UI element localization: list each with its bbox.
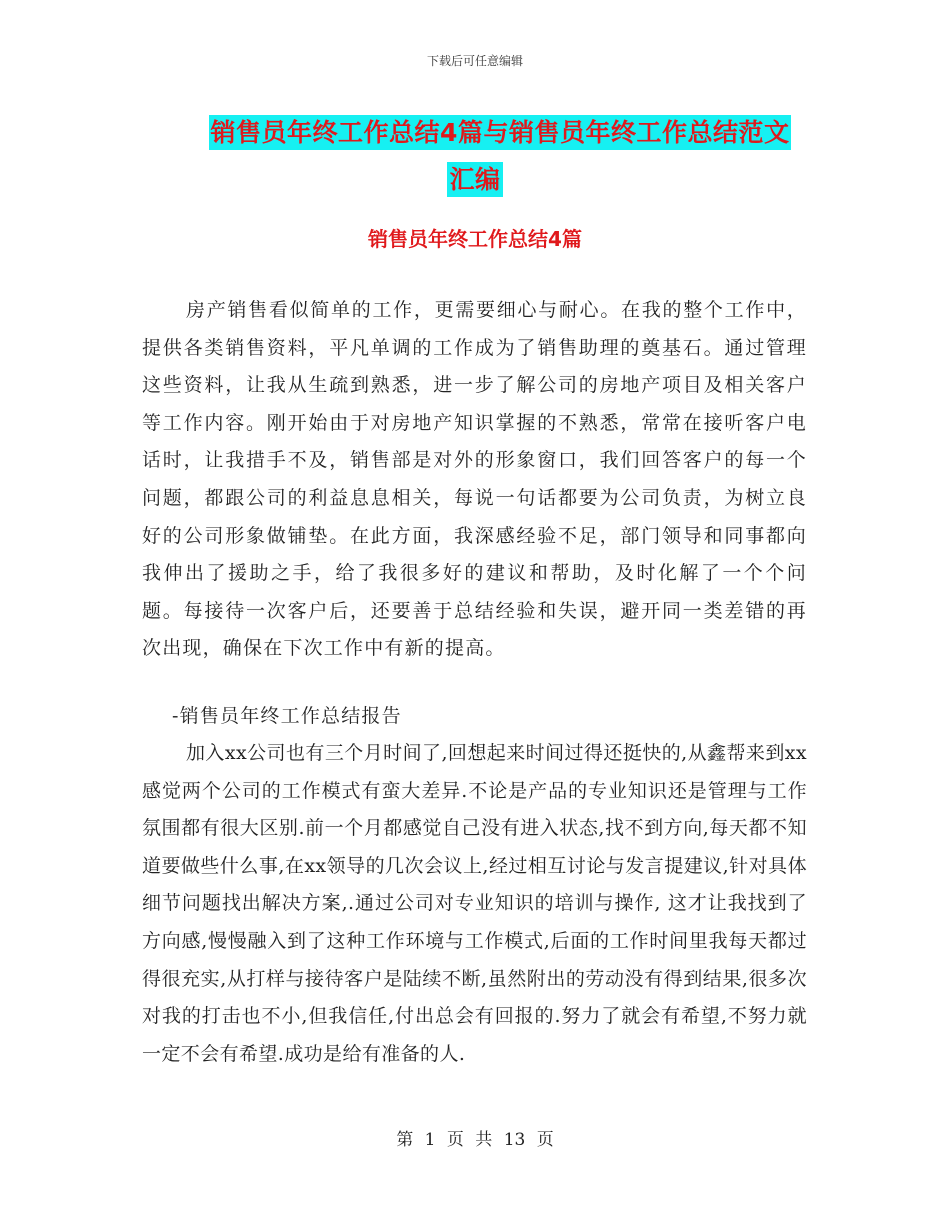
document-title-text-1: 销售员年终工作总结4篇与销售员年终工作总结范文 [209, 115, 792, 150]
body-paragraph-2: 加入xx公司也有三个月时间了,回想起来时间过得还挺快的,从鑫帮来到xx感觉两个公司的工作模式有蛮大差异.不论是产品的专业知识还是管理与工作氛围都有很大区别.前一个月都感觉自己没有进入状态,找不到方向,每天都不知道要做些什么事,在xx领导的几次会议上,经过相互讨论与发言提建议,针对具体细节问题找出解决方案,.通过公司对专业知识的培训与操作, 这才让我找到了方向感,慢慢融入到了这种工作环境与工作模式,后面的工作时间里我每天都过得很充实,从打样与接待客户是陆续不断,虽然附出的劳动没有得到结果,很多次对我的打击也不小,但我信任,付出总会有回报的.努力了就会有希望,不努力就一定不会有希望.成功是给有准备的人. [142, 742, 807, 1065]
body-paragraph-1: 房产销售看似简单的工作，更需要细心与耐心。在我的整个工作中，提供各类销售资料，平凡单调的工作成为了销售助理的奠基石。通过管理这些资料，让我从生疏到熟悉，进一步了解公司的房地产项目及相关客户等工作内容。刚开始由于对房地产知识掌握的不熟悉，常常在接听客户电话时，让我措手不及，销售部是对外的形象窗口，我们回答客户的每一个问题，都跟公司的利益息息相关，每说一句话都要为公司负责，为树立良好的公司形象做铺垫。在此方面，我深感经验不足，部门领导和同事都向我伸出了援助之手，给了我很多好的建议和帮助，及时化解了一个个问题。每接待一次客户后，还要善于总结经验和失误，避开同一类差错的再次出现，确保在下次工作中有新的提高。 [142, 299, 807, 660]
document-title-line-1 [0, 113, 950, 149]
subheading-report: -销售员年终工作总结报告 [172, 705, 402, 727]
document-title-text-2: 汇编 [447, 162, 502, 197]
document-title-line-2 [0, 160, 950, 196]
page-footer: 第 1 页 共 13 页 [396, 1130, 554, 1150]
section-title: 销售员年终工作总结4篇 [368, 227, 582, 251]
header-note: 下载后可任意编辑 [426, 54, 523, 68]
